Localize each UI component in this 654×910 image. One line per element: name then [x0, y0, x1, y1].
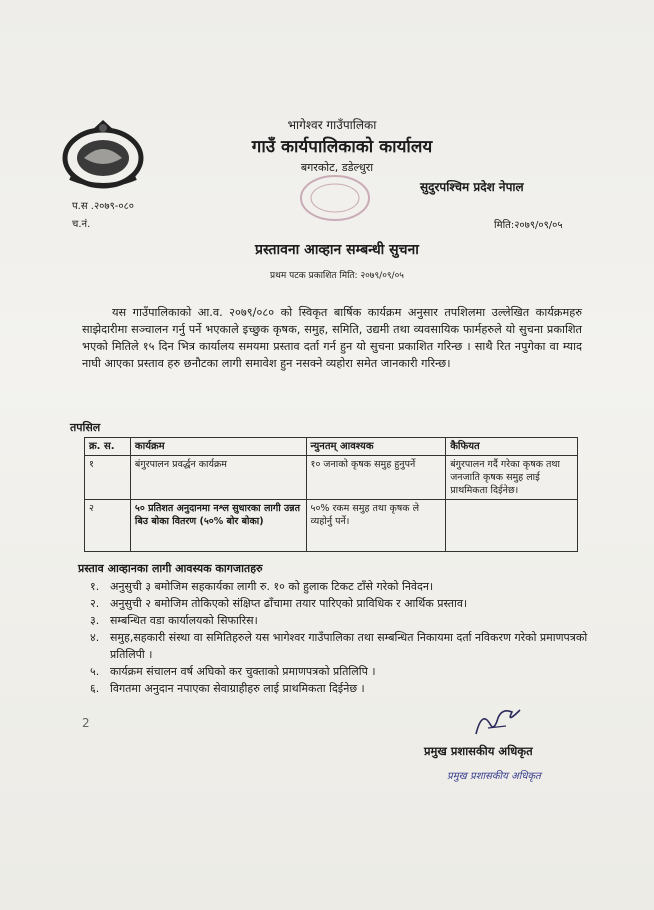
- office-name: भागेश्वर गाउँपालिका: [287, 118, 377, 132]
- office-address: बगरकोट, डडेल्धुरा: [300, 161, 374, 174]
- cell-requirement: ५०% रकम समुह तथा कृषक ले व्यहोर्नु पर्ने।: [306, 500, 446, 552]
- office-main-title: गाउँ कार्यपालिकाको कार्यालय: [251, 137, 433, 157]
- schedule-label: तपसिल: [70, 421, 101, 434]
- faded-stamp-icon: [295, 168, 375, 228]
- cell-remarks: [446, 500, 578, 552]
- col-header-sn: क्र. स.: [85, 438, 131, 456]
- documents-title: प्रस्ताव आव्हानका लागी आवस्यक कागजातहरु: [78, 562, 263, 575]
- list-item: १. अनुसुची ३ बमोजिम सहकार्यका लागी रु. १० को हुलाक टिकट टाँसे गरेको निवेदन।: [90, 580, 434, 593]
- list-item: ३. सम्बन्धित वडा कार्यालयको सिफारिस।: [90, 614, 258, 627]
- handwritten-mark: 2: [82, 716, 90, 730]
- cell-program: बंगुरपालन प्रवर्द्धन कार्यक्रम: [130, 456, 306, 500]
- col-header-requirement: न्युनतम् आवश्यक: [306, 438, 446, 456]
- province-name: सुदुरपश्चिम प्रदेश नेपाल: [420, 180, 524, 194]
- notice-date: मिति:२०७९/०९/०५: [494, 220, 563, 231]
- signature-icon: [468, 706, 528, 740]
- notice-title: प्रस्तावना आव्हान सम्बन्धी सुचना: [255, 242, 419, 258]
- col-header-program: कार्यक्रम: [130, 438, 306, 456]
- letter-number: प.स .२०७९-०८०: [72, 201, 134, 212]
- cell-requirement: १० जनाको कृषक समुह हुनुपर्ने: [306, 456, 446, 500]
- table-header-row: [85, 438, 578, 456]
- cell-sn: २: [85, 500, 131, 552]
- cell-remarks: बंगुरपालन गर्दै गरेका कृषक तथा जनजाति कृषक समुह लाई प्राथमिकता दिईनेछ।: [446, 456, 578, 500]
- notice-paragraph: यस गाउँपालिकाको आ.व. २०७९/०८० को स्विकृत बार्षिक कार्यक्रम अनुसार तपशिलमा उल्लेखित कार्यक्रमहरु साझेदारीमा सञ्चालन गर्नु पर्ने भएकाले इच्छुक कृषक, समुह, समिति, उद्यमी तथा व्यवसायिक फार्महरुले यो सुचना प्रकाशित भएको मितिले १५ दिन भित्र कार्यालय समयमा प्रस्ताव दर्ता गर्न हुन यो सुचना प्रकाशित गरिन्छ । साथै रित नपुगेका वा म्याद नाघी आएका प्रस्ताव हरु छनौटका लागी समावेश हुन नसक्ने व्यहोरा समेत जानकारी गरिन्छ।: [82, 306, 582, 370]
- schedule-table: [84, 437, 578, 552]
- list-item: ६. विगतमा अनुदान नपाएका सेवाग्राहीहरु लाई प्राथमिकता दिईनेछ ।: [90, 682, 365, 695]
- notice-subtitle: प्रथम पटक प्रकाशित मिति: २०७९/०९/०५: [270, 271, 404, 281]
- documents-list: [90, 578, 590, 697]
- list-item: ५. कार्यक्रम संचालन वर्ष अघिको कर चुक्ताको प्रमाणपत्रको प्रतिलिपि ।: [90, 665, 376, 678]
- dispatch-number: च.नं.: [72, 219, 91, 230]
- table-row: [85, 456, 578, 500]
- list-item: ४. समुह,सहकारी संस्था वा समितिहरुले यस भागेश्वर गाउँपालिका तथा सम्बन्धित निकायमा दर्ता नविकरण गरेको प्रमाणपत्रको प्रतिलिपी ।: [90, 631, 588, 661]
- table-row: [85, 500, 578, 552]
- col-header-remarks: कैफियत: [446, 438, 578, 456]
- officer-seal-text: प्रमुख प्रशासकीय अधिकृत: [447, 771, 541, 782]
- cell-sn: १: [85, 456, 131, 500]
- officer-title: प्रमुख प्रशासकीय अधिकृत: [424, 744, 533, 758]
- cell-program: ५० प्रतिशत अनुदानमा नश्ल सुधारका लागी उन्नत बिउ बोका वितरण (५०% बोर बोका): [130, 500, 306, 552]
- list-item: २. अनुसुची २ बमोजिम तोकिएको संक्षिप्त ढाँचामा तयार पारिएको प्राविधिक र आर्थिक प्रस्ताव।: [90, 597, 468, 610]
